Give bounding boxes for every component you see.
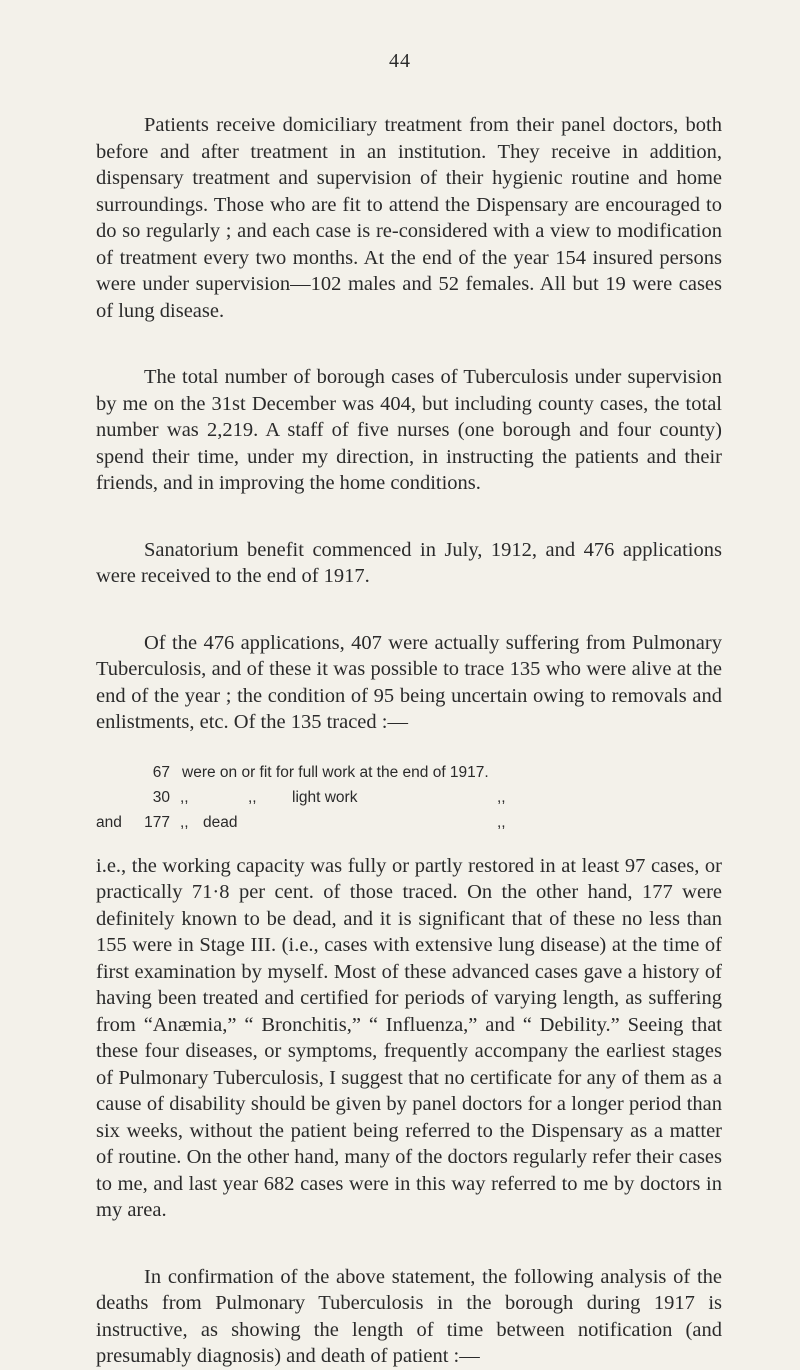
traced-cases-list <box>96 760 722 835</box>
traced-count: 67 <box>152 763 170 781</box>
paragraph-sanatorium-benefit: Sanatorium benefit commenced in July, 1912, and 476 applications were received to the end of 1917. <box>96 538 722 587</box>
ditto-mark: ,, <box>497 813 506 831</box>
paragraph-tuberculosis-supervision: The total number of borough cases of Tuberculosis under supervision by me on the 31st December was 404, but including county cases, the total number was 2,219. A staff of five nurses (one borough and four county) spend their time, under my direction, in instructing the patients and their friends, and in improving the home conditions. <box>96 366 722 494</box>
paragraph-applications: Of the 476 applications, 407 were actually suffering from Pulmonary Tuberculosis, and of these it was possible to trace 135 who were alive at the end of the year ; the condition of 95 being uncertain owing to removals and enlistments, etc. Of the 135 traced :— <box>96 631 722 733</box>
paragraph-domiciliary-treatment: Patients receive domiciliary treatment from their panel doctors, both before and after treatment in an institution. They receive in addition, dispensary treatment and supervision of their hygienic routine and home surroundings. Those who are fit to attend the Dispensary are encouraged to do so regularly ; and each case is re-considered with a view to modification of treatment every two months. At the end of the year 154 insured persons were under supervision—102 males and 52 females. All but 19 were cases of lung disease. <box>96 114 722 322</box>
paragraph-working-capacity: i.e., the working capacity was fully or partly restored in at least 97 cases, or practically 71·8 per cent. of those traced. On the other hand, 177 were definitely known to be dead, and it is significant that of these no less than 155 were in Stage III. (i.e., cases with extensive lung disease) at the time of first examination by myself. Most of these advanced cases gave a history of having been treated and certified for periods of varying length, as suffering from “Anæmia,” “ Bronchitis,” “ Influenza,” and “ Debility.” Seeing that these four diseases, or symptoms, frequently accompany the earliest stages of Pulmonary Tuberculosis, I suggest that no certificate for any of them as a cause of disability should be given by panel doctors for a longer period than six weeks, without the patient being referred to the Dispensary as a matter of routine. On the other hand, many of the doctors regularly refer their cases to me, and last year 682 cases were in this way referred to me by doctors in my area. <box>96 854 722 1221</box>
traced-count: 30 <box>152 788 170 806</box>
traced-row-full-work <box>96 760 722 785</box>
ditto-mark: ,, <box>180 788 189 806</box>
page-number: 44 <box>389 50 411 72</box>
body-text <box>96 112 722 1370</box>
traced-row-light-work <box>96 785 722 810</box>
traced-prefix: and <box>96 813 122 831</box>
ditto-mark: ,, <box>248 788 257 806</box>
traced-description: were on or fit for full work at the end of 1917. <box>182 763 489 781</box>
traced-row-dead <box>96 810 722 835</box>
ditto-mark: ,, <box>497 788 506 806</box>
ditto-mark: ,, <box>180 813 189 831</box>
traced-description: dead <box>203 813 238 831</box>
traced-description: light work <box>292 788 358 806</box>
traced-count: 177 <box>144 813 170 831</box>
paragraph-confirmation: In confirmation of the above statement, the following analysis of the deaths from Pulmonary Tuberculosis in the borough during 1917 is instructive, as showing the length of time between notification (and presumably diagnosis) and death of patient :— <box>96 1265 722 1367</box>
